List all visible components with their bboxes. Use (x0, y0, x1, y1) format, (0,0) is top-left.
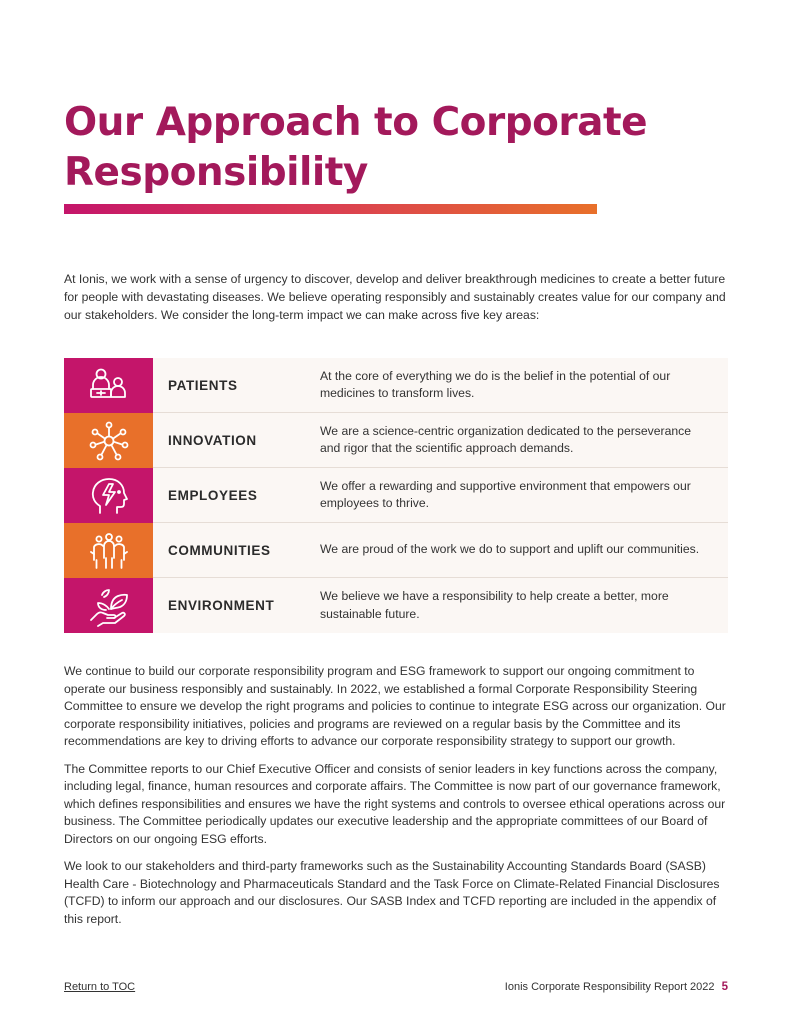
hand-plant-icon (88, 585, 130, 627)
title-underline-bar (64, 204, 597, 214)
area-description: We offer a rewarding and supportive environment that empowers our employees to thrive. (320, 478, 691, 510)
report-name: Ionis Corporate Responsibility Report 2022 (504, 981, 715, 993)
page-number: 5 (721, 981, 728, 993)
area-row-patients (64, 358, 728, 413)
area-icon-cell (64, 413, 153, 468)
footer-report-info (505, 981, 728, 993)
area-row-communities (64, 523, 728, 578)
area-description: We are proud of the work we do to support and uplift our communities. (320, 542, 700, 557)
community-icon (88, 530, 130, 572)
patients-icon (88, 365, 130, 407)
return-to-toc-link[interactable]: Return to TOC (64, 981, 136, 993)
area-row-employees (64, 468, 728, 523)
area-name: INNOVATION (168, 432, 257, 448)
intro-paragraph: At Ionis, we work with a sense of urgency to discover, develop and deliver breakthrough medicines to create a better future for people with devastating diseases. We believe operating responsibly and sustainably creates value for our company and our stakeholders. We consider the long-term impact we can make across five key areas: (64, 272, 726, 322)
area-icon-cell (64, 358, 153, 413)
area-row-innovation (64, 413, 728, 468)
area-description: We believe we have a responsibility to help create a better, more sustainable future. (320, 589, 669, 621)
body-paragraph: We continue to build our corporate responsibility program and ESG framework to support our ongoing commitment to operate our business responsibly and sustainably. In 2022, we established a formal Corporate Responsibility Steering Committee to ensure we develop the right programs and policies to continue to integrate ESG across our organization. Our corporate responsibility initiatives, policies and programs are reviewed on a regular basis by the Committee and its recommendations are key to driving efforts to advance our corporate responsibility strategy to support our growth. (64, 664, 726, 748)
body-paragraph: We look to our stakeholders and third-party frameworks such as the Sustainability Accounting Standards Board (SASB) Health Care - Biotechnology and Pharmaceuticals Standard and the Task Force on Climate-Related Financial Disclosures (TCFD) to inform our approach and our disclosures. Our SASB Index and TCFD reporting are included in the appendix of this report. (64, 859, 720, 926)
page-title: Our Approach to Corporate Responsibility (64, 100, 648, 195)
network-icon (88, 420, 130, 462)
area-icon-cell (64, 523, 153, 578)
area-icon-cell (64, 578, 153, 633)
key-areas-table (64, 358, 728, 633)
area-name: ENVIRONMENT (168, 598, 275, 613)
area-name: PATIENTS (168, 377, 238, 393)
area-row-environment (64, 578, 728, 633)
body-text (64, 663, 730, 938)
area-name: COMMUNITIES (168, 542, 271, 558)
head-lightning-icon (88, 475, 130, 517)
area-name: EMPLOYEES (168, 487, 258, 503)
area-description: We are a science-centric organization dedicated to the perseverance and rigor that the scientific approach demands. (320, 423, 692, 455)
body-paragraph: The Committee reports to our Chief Executive Officer and consists of senior leaders in key functions across the company, including legal, finance, human resources and corporate affairs. The Committee is now part of our governance framework, which defines responsibilities and ensures we have the right systems and controls to oversee ethical operations across our business. The Committee periodically updates our executive leadership and the appropriate committees of our Board of Directors on our ongoing ESG efforts. (64, 761, 726, 846)
area-icon-cell (64, 468, 153, 523)
area-description: At the core of everything we do is the belief in the potential of our medicines to transform lives. (320, 368, 671, 400)
